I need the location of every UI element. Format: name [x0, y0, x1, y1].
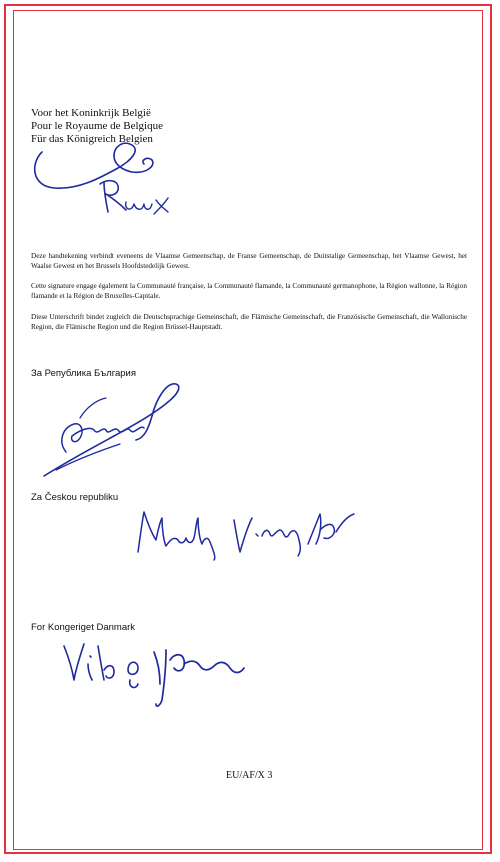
czech-signature	[130, 500, 360, 562]
belgium-paragraph-german: Diese Unterschrift bindet zugleich die Deutschsprachige Gemeinschaft, die Flämische Gemeinschaft, die Französische Gemeinschaft, die Wallonische Region, die Flämische Region und die Region Brüssel-Hauptstadt.	[31, 313, 467, 331]
belgium-paragraph-french: Cette signature engage également la Communauté française, la Communauté flamande, la Communauté germanophone, la Région wallonne, la Région flamande et la Région de Bruxelles-Capitale.	[31, 282, 467, 300]
belgium-paragraph-dutch: Deze handtekening verbindt eveneens de Vlaamse Gemeenschap, de Franse Gemeenschap, de Duitstalige Gemeenschap, het Vlaamse Gewest, het Waalse Gewest en het Brussels Hoofdstedelijk Gewest.	[31, 252, 467, 270]
belgium-heading-german: Für das Königreich Belgien	[31, 133, 153, 145]
belgium-heading-french: Pour le Royaume de Belgique	[31, 120, 163, 132]
belgium-signature	[28, 140, 178, 222]
bulgaria-signature	[36, 378, 186, 490]
document-reference: EU/AF/X 3	[226, 770, 273, 781]
belgium-heading-dutch: Voor het Koninkrijk België	[31, 107, 151, 119]
denmark-signature	[58, 630, 258, 712]
bulgaria-label: За Република България	[31, 368, 137, 379]
denmark-label: For Kongeriget Danmark	[31, 622, 136, 633]
czech-label: Za Českou republiku	[31, 492, 119, 503]
